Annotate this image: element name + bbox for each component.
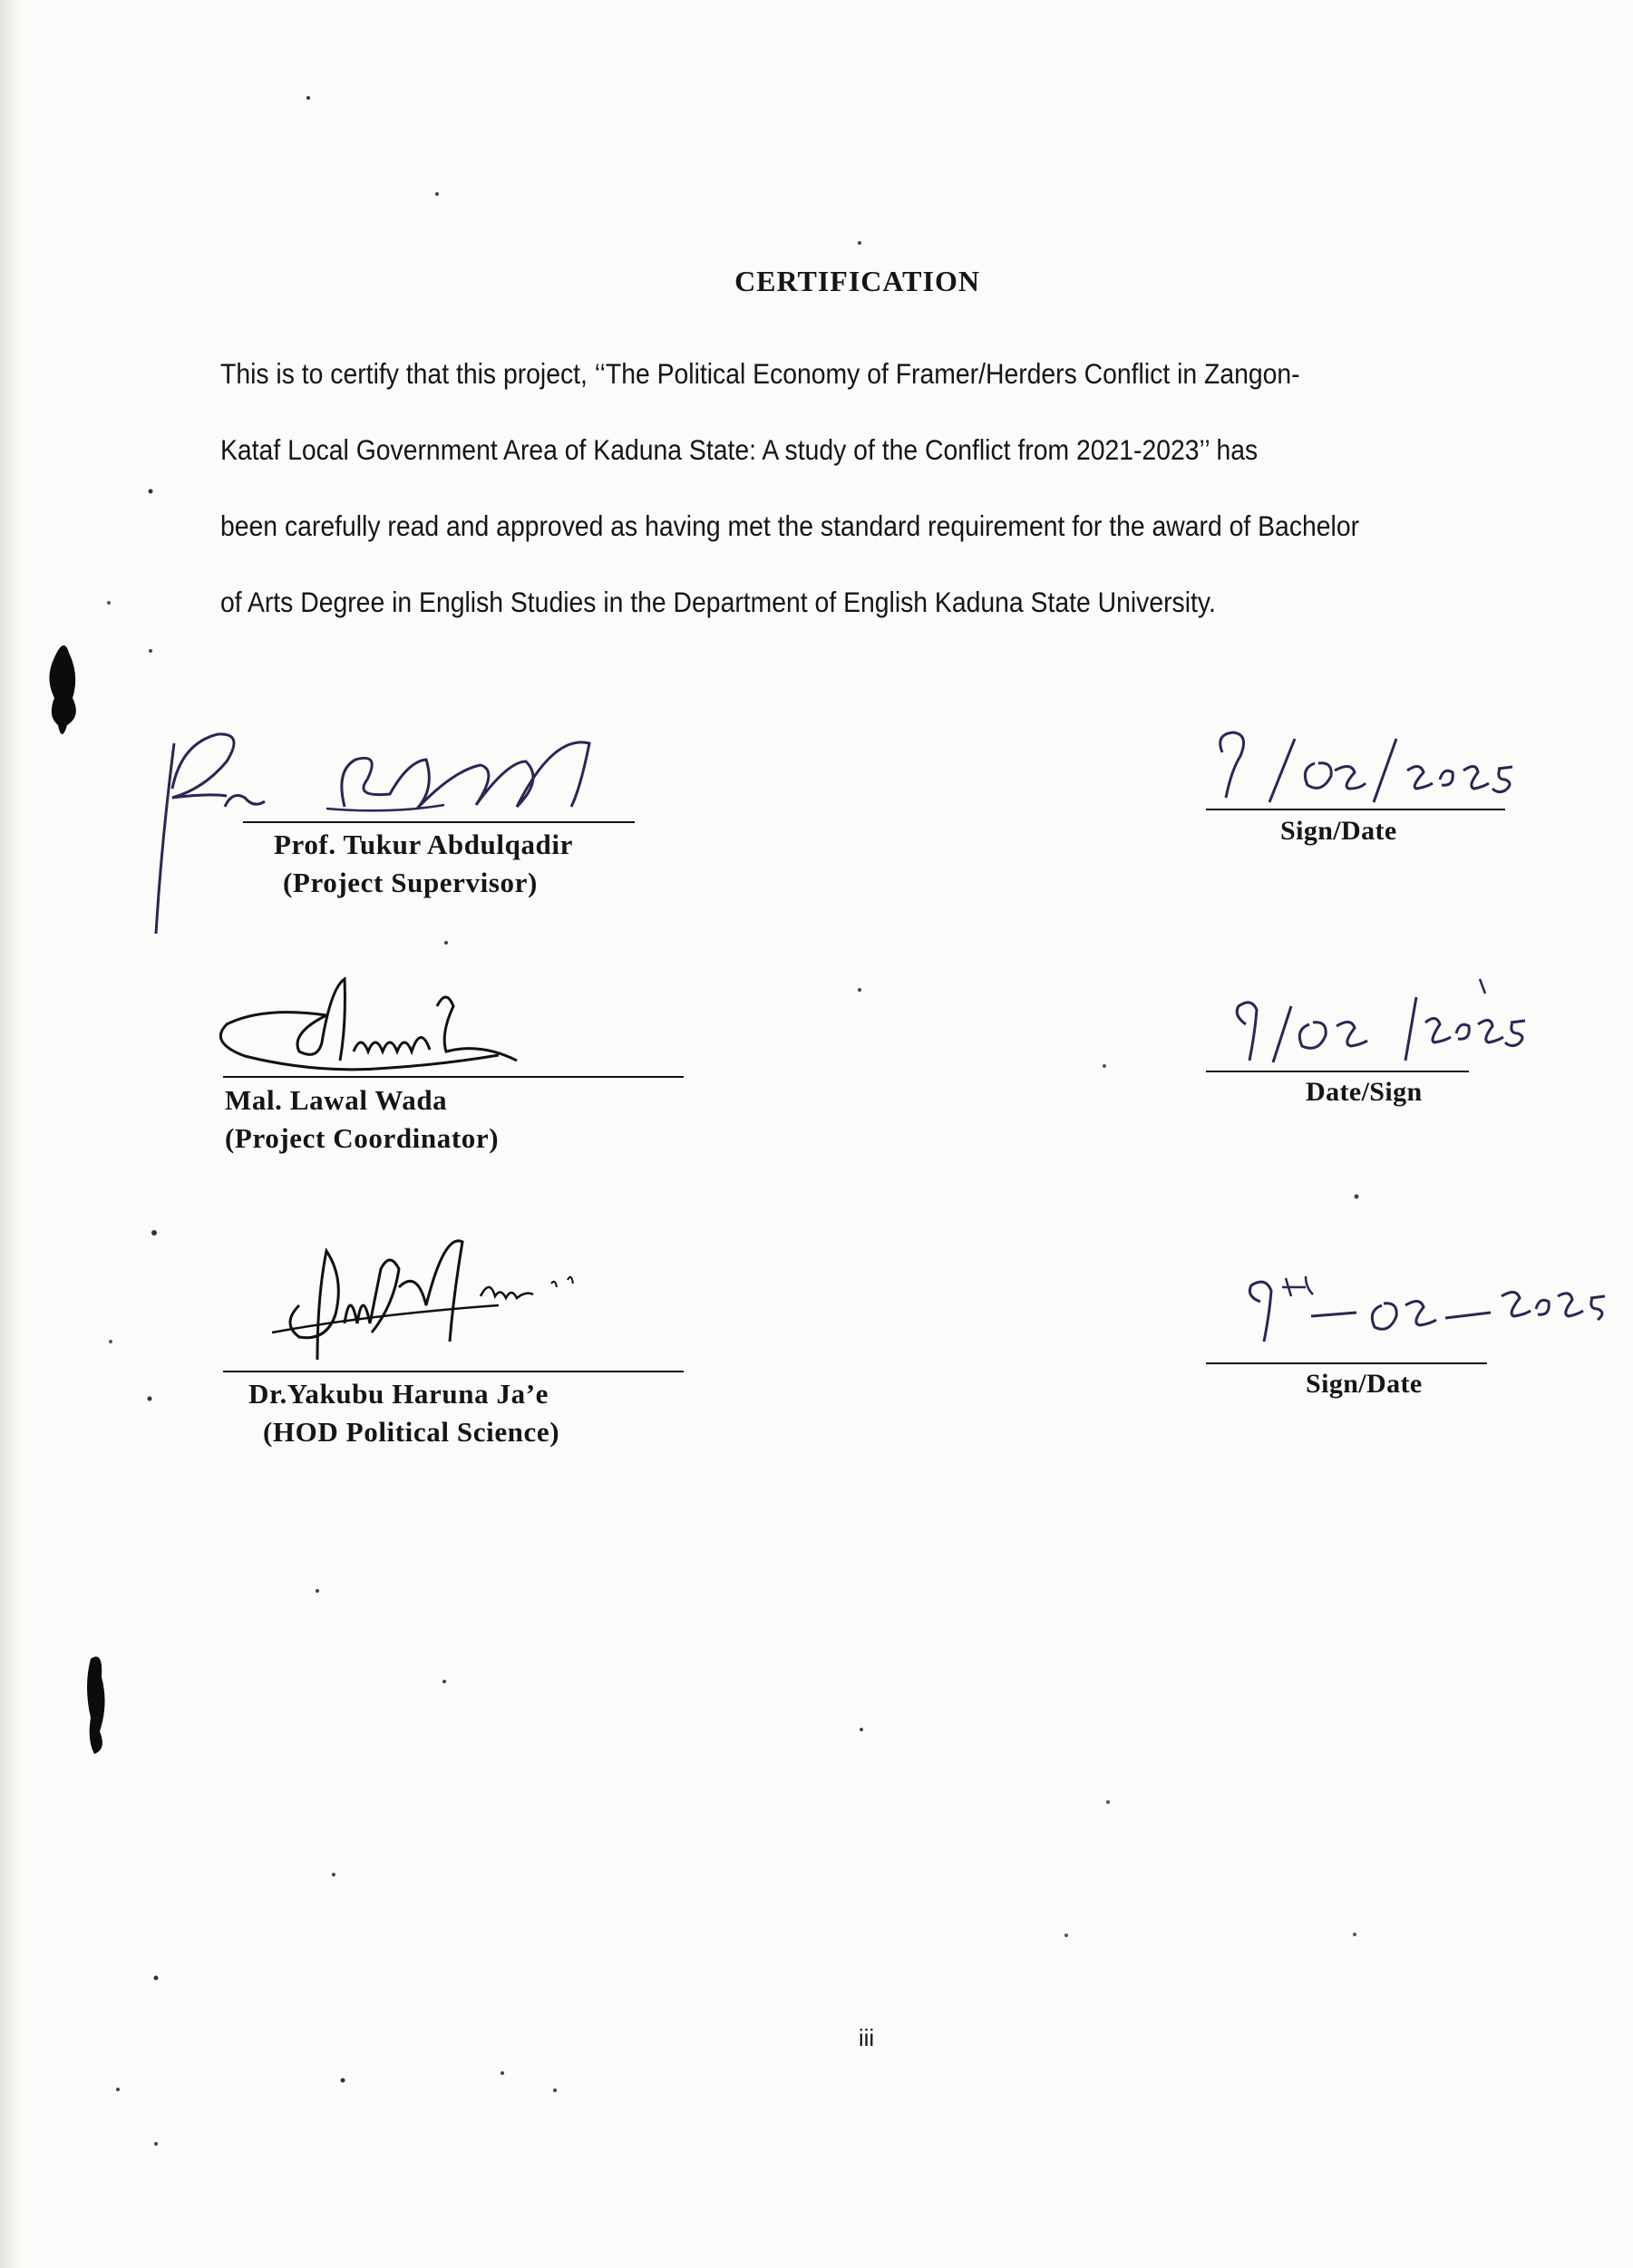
supervisor-signature	[118, 707, 662, 943]
hod-signature	[263, 1215, 662, 1378]
hod-signature-line	[223, 1371, 684, 1372]
supervisor-date-caption: Sign/Date	[1280, 816, 1397, 846]
ink-smudge-lower	[87, 1657, 105, 1755]
certification-statement	[220, 335, 1503, 640]
supervisor-name: Prof. Tukur Abdulqadir	[274, 829, 573, 860]
statement-line: Kataf Local Government Area of Kaduna State: A study of the Conflict from 2021-2023’’ has	[220, 433, 1259, 466]
statement-line: of Arts Degree in English Studies in the Department of English Kaduna State University.	[220, 586, 1216, 618]
coordinator-role: (Project Coordinator)	[225, 1122, 500, 1154]
coordinator-signature	[209, 970, 535, 1079]
coordinator-date-handwriting	[1215, 970, 1541, 1079]
statement-line: This is to certify that this project, ‘‘The Political Economy of Framer/Herders Conflict in Zangon-	[220, 357, 1300, 390]
statement-line: been carefully read and approved as having met the standard requirement for the award of Bachelor	[220, 509, 1360, 542]
coordinator-signature-line	[223, 1076, 684, 1078]
supervisor-signature-line	[243, 821, 635, 823]
coordinator-name: Mal. Lawal Wada	[225, 1084, 448, 1116]
hod-role: (HOD Political Science)	[263, 1416, 560, 1448]
hod-name: Dr.Yakubu Haruna Ja’e	[248, 1378, 549, 1410]
supervisor-date-line	[1206, 809, 1505, 810]
ink-smudge-upper	[49, 645, 75, 734]
coordinator-date-line	[1206, 1071, 1469, 1072]
supervisor-role: (Project Supervisor)	[283, 867, 538, 898]
page-number: iii	[858, 2024, 875, 2051]
page-title: CERTIFICATION	[734, 265, 980, 297]
coordinator-date-caption: Date/Sign	[1306, 1077, 1423, 1107]
hod-date-handwriting	[1233, 1269, 1632, 1369]
hod-date-caption: Sign/Date	[1306, 1369, 1423, 1399]
supervisor-date-handwriting	[1206, 716, 1532, 816]
hod-date-line	[1206, 1362, 1487, 1364]
